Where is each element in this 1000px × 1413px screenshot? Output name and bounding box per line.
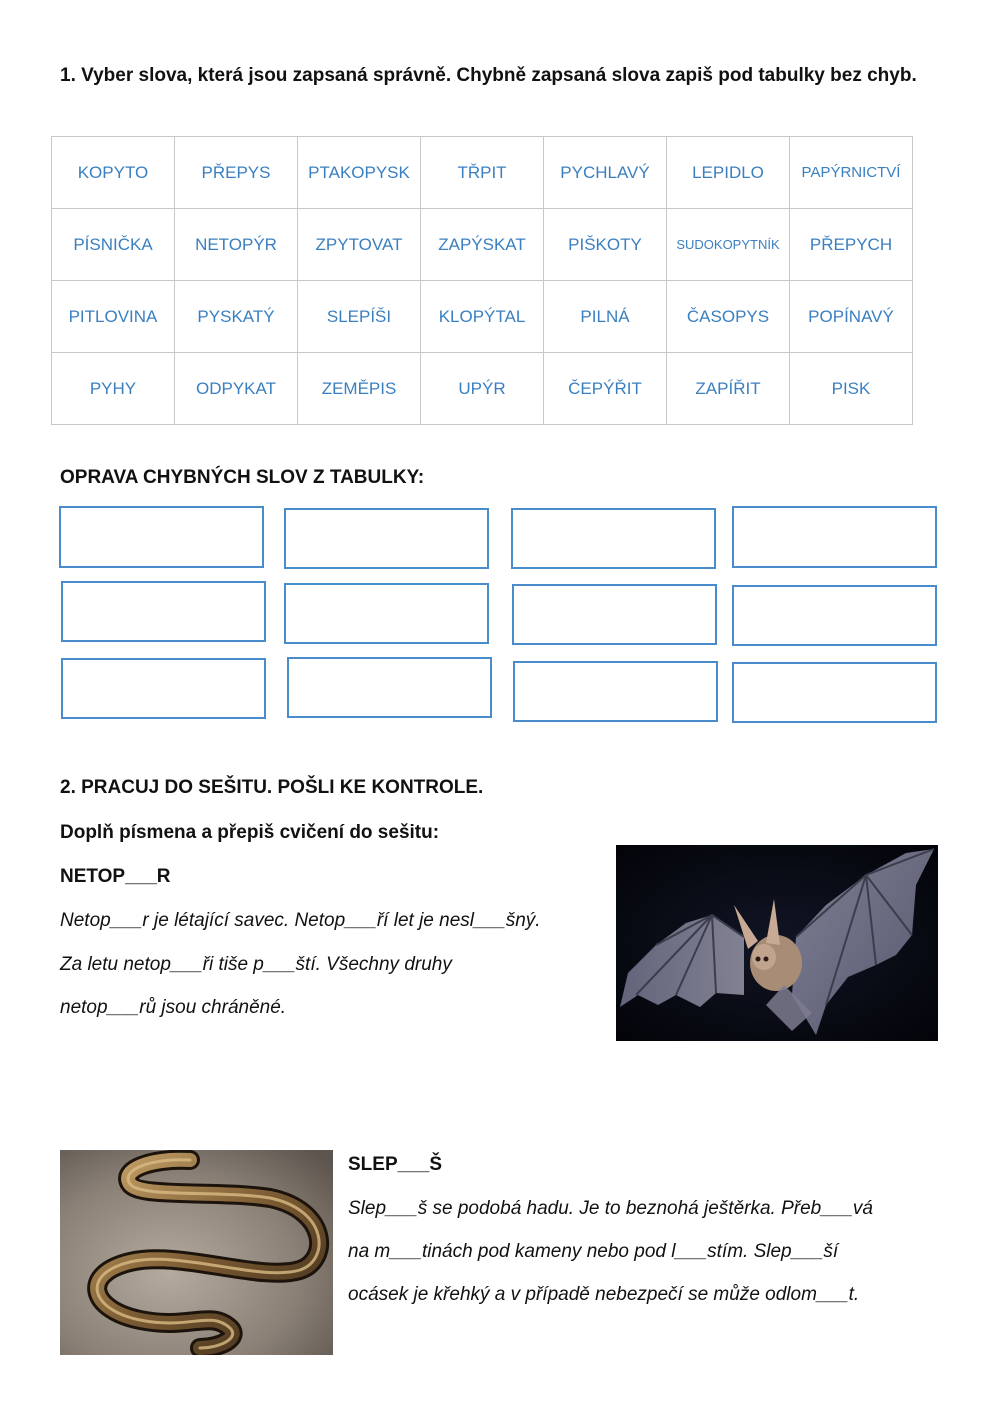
answer-box[interactable]	[61, 658, 266, 719]
word-cell[interactable]: UPÝR	[421, 353, 544, 425]
answer-box[interactable]	[732, 585, 937, 646]
word-cell[interactable]: PIŠKOTY	[544, 209, 667, 281]
word-cell[interactable]: ZEMĚPIS	[298, 353, 421, 425]
task2-heading: 2. PRACUJ DO SEŠITU. POŠLI KE KONTROLE.	[60, 777, 484, 798]
answer-box[interactable]	[284, 508, 489, 569]
word-cell[interactable]: PILNÁ	[544, 281, 667, 353]
bat-photo-icon	[616, 845, 938, 1041]
word-cell[interactable]: PYHY	[52, 353, 175, 425]
word-cell[interactable]: ZAPÍŘIT	[667, 353, 790, 425]
word-cell[interactable]: ZPYTOVAT	[298, 209, 421, 281]
task1-heading: 1. Vyber slova, která jsou zapsaná správně. Chybně zapsaná slova zapiš pod tabulky bez chyb.	[60, 65, 917, 86]
word-cell[interactable]: LEPIDLO	[667, 137, 790, 209]
word-cell[interactable]: PÍSNIČKA	[52, 209, 175, 281]
word-cell[interactable]: KLOPÝTAL	[421, 281, 544, 353]
word-cell[interactable]: PŘEPYCH	[790, 209, 913, 281]
word-cell[interactable]: PŘEPYS	[175, 137, 298, 209]
bat-section-title: NETOP___R	[60, 866, 171, 887]
table-row	[52, 281, 913, 353]
bat-text-line: Za letu netop___ři tiše p___ští. Všechny druhy	[60, 954, 452, 975]
word-cell[interactable]: PAPÝRNICTVÍ	[790, 137, 913, 209]
word-cell[interactable]: KOPYTO	[52, 137, 175, 209]
answer-box[interactable]	[513, 661, 718, 722]
answer-box[interactable]	[512, 584, 717, 645]
word-cell[interactable]: ODPYKAT	[175, 353, 298, 425]
answer-box[interactable]	[511, 508, 716, 569]
table-row	[52, 137, 913, 209]
word-cell[interactable]: SUDOKOPYTNÍK	[667, 209, 790, 281]
answer-box[interactable]	[287, 657, 492, 718]
word-cell[interactable]: ČASOPYS	[667, 281, 790, 353]
word-table	[51, 136, 913, 425]
word-cell[interactable]: ČEPÝŘIT	[544, 353, 667, 425]
correction-heading: OPRAVA CHYBNÝCH SLOV Z TABULKY:	[60, 467, 425, 488]
snake-text-line: ocásek je křehký a v případě nebezpečí se může odlom___t.	[348, 1284, 860, 1305]
answer-box[interactable]	[61, 581, 266, 642]
word-cell[interactable]: PYCHLAVÝ	[544, 137, 667, 209]
answer-box[interactable]	[732, 506, 937, 568]
snake-text-line: Slep___š se podobá hadu. Je to beznohá ještěrka. Přeb___vá	[348, 1198, 873, 1219]
word-cell[interactable]: POPÍNAVÝ	[790, 281, 913, 353]
word-cell[interactable]: PYSKATÝ	[175, 281, 298, 353]
task2-instruction: Doplň písmena a přepiš cvičení do sešitu:	[60, 822, 440, 843]
table-row	[52, 209, 913, 281]
bat-text-line: netop___rů jsou chráněné.	[60, 997, 287, 1018]
table-row	[52, 353, 913, 425]
snake-section-title: SLEP___Š	[348, 1154, 442, 1175]
word-cell[interactable]: NETOPÝR	[175, 209, 298, 281]
answer-box[interactable]	[732, 662, 937, 723]
word-cell[interactable]: TŘPIT	[421, 137, 544, 209]
slowworm-photo-icon	[60, 1150, 333, 1355]
answer-box[interactable]	[59, 506, 264, 568]
snake-text-line: na m___tinách pod kameny nebo pod l___stím. Slep___ší	[348, 1241, 839, 1262]
word-cell[interactable]: ZAPÝSKAT	[421, 209, 544, 281]
answer-box[interactable]	[284, 583, 489, 644]
word-cell[interactable]: PISK	[790, 353, 913, 425]
word-cell[interactable]: PITLOVINA	[52, 281, 175, 353]
word-cell[interactable]: PTAKOPYSK	[298, 137, 421, 209]
bat-text-line: Netop___r je létající savec. Netop___ří let je nesl___šný.	[60, 910, 541, 931]
word-cell[interactable]: SLEPÍŠI	[298, 281, 421, 353]
